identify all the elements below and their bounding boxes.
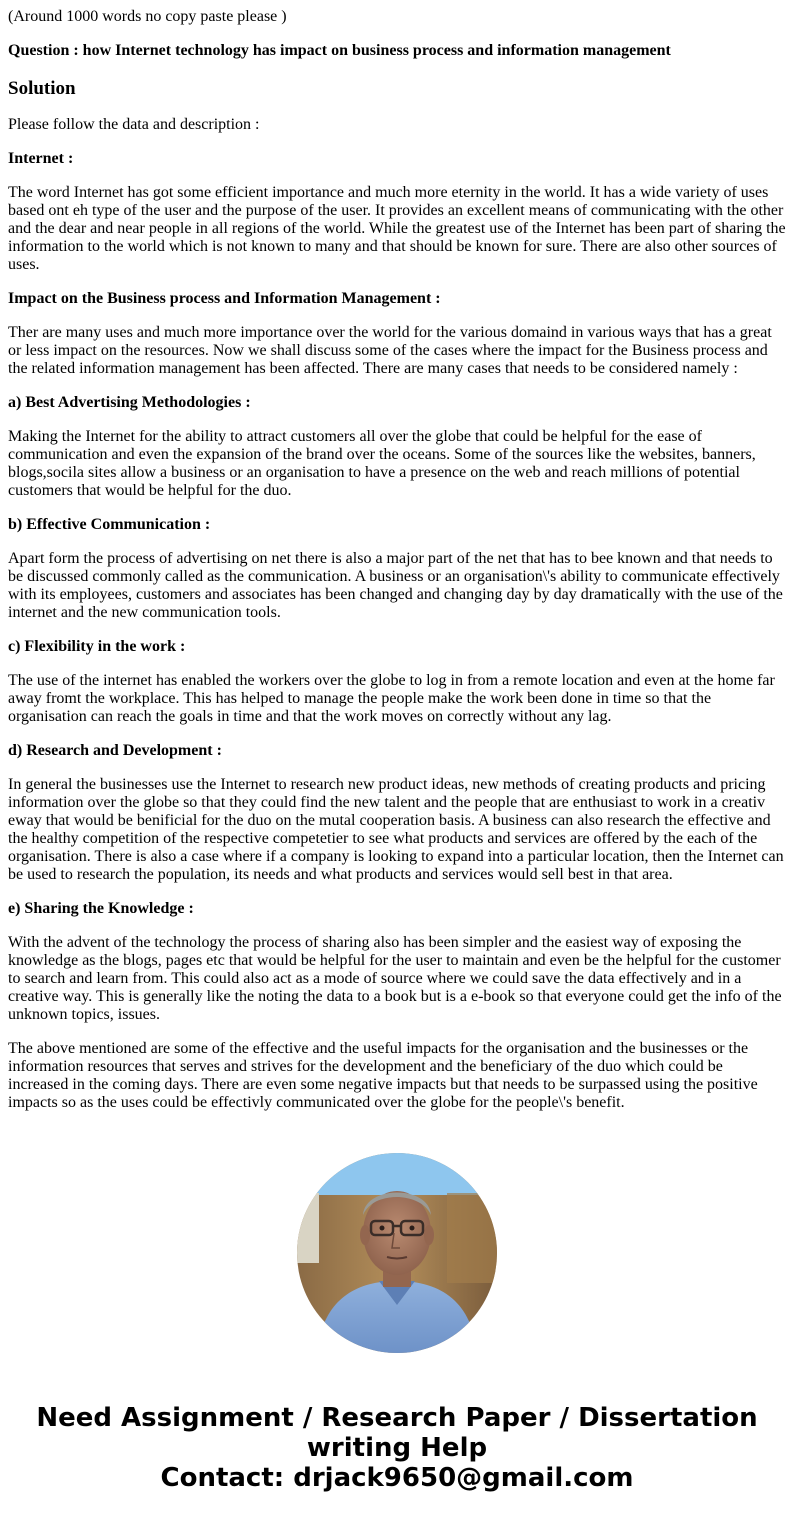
paragraph: The above mentioned are some of the effective and the useful impacts for the organisation and the businesses or the information resources that serves and strives for the development and the beneficiary of the duo which could be increased in the coming days. There are even some negative impacts but that needs to be surpassed using the positive impacts so as the uses could be effectivly communicated over the globe for the people\'s benefit. [8, 1040, 758, 1111]
paragraph: The use of the internet has enabled the workers over the globe to log in from a remote location and even at the home far away fromt the workplace. This has helped to manage the people make the work been done in time so that the organisation can reach the goals in time and that the work moves on correctly without any lag. [8, 672, 775, 725]
section-heading: Internet : [8, 150, 74, 167]
portrait-illustration [297, 1153, 497, 1353]
document-body [8, 8, 786, 1112]
section-heading: e) Sharing the Knowledge : [8, 900, 194, 917]
promo-line: writing Help [306, 1433, 488, 1463]
paragraph: With the advent of the technology the process of sharing also has been simpler and the easiest way of exposing the knowledge as the blogs, pages etc that would be helpful for the user to maintain and even be the helpful for the customer to search and learn from. This could also act as a mode of source where we could save the data effectively and in a creative way. This is generally like the noting the data to a book but is a e-book so that everyone could get the info of the unknown topics, issues. [8, 934, 782, 1023]
section-heading: d) Research and Development : [8, 742, 222, 759]
author-portrait [297, 1153, 497, 1353]
paragraph: The word Internet has got some efficient importance and much more eternity in the world. It has a wide variety of uses based ont eh type of the user and the purpose of the user. It provides an excellent means of communicating with the other and the dear and near people in all regions of the world. While the greatest use of the Internet has been part of sharing the information to the world which is not known to many and that should be known for sure. There are also other sources of uses. [8, 184, 786, 273]
promo-contact: Contact: drjack9650@gmail.com [160, 1463, 634, 1493]
paragraph: Please follow the data and description : [8, 116, 260, 133]
paragraph: Making the Internet for the ability to attract customers all over the globe that could be helpful for the ease of communication and even the expansion of the brand over the oceans. Some of the sources like the websites, banners, blogs,socila sites allow a business or an organisation to have a presence on the web and reach millions of potential customers that would be helpful for the duo. [8, 428, 756, 499]
promo-banner [0, 1403, 794, 1493]
section-heading: c) Flexibility in the work : [8, 638, 186, 655]
promo-line: Need Assignment / Research Paper / Dissertation [36, 1403, 758, 1433]
solution-heading: Solution [8, 78, 76, 99]
paragraph: In general the businesses use the Internet to research new product ideas, new methods of creating products and pricing information over the globe so that they could find the new talent and the people that are enthusiast to work in a creativ eway that would be benificial for the duo on the mutal cooperation basis. A business can also research the effective and the healthy competition of the respective competetier to see what products and services are offered by the each of the organisation. There is also a case where if a company is looking to expand into a particular location, then the Internet can be used to research the population, its needs and what products and services would sell best in that area. [8, 776, 784, 883]
section-heading: a) Best Advertising Methodologies : [8, 394, 251, 411]
intro-note: (Around 1000 words no copy paste please ) [8, 8, 287, 25]
section-heading: Impact on the Business process and Information Management : [8, 290, 441, 307]
section-heading: b) Effective Communication : [8, 516, 211, 533]
question-text: Question : how Internet technology has impact on business process and information management [8, 42, 671, 59]
paragraph: Ther are many uses and much more importance over the world for the various domaind in various ways that has a great or less impact on the resources. Now we shall discuss some of the cases where the impact for the Business process and the related information management has been affected. There are many cases that needs to be considered namely : [8, 324, 772, 377]
paragraph: Apart form the process of advertising on net there is also a major part of the net that has to bee known and that needs to be discussed commonly called as the communication. A business or an organisation\'s ability to communicate effectively with its employees, customers and associates has been changed and changing day by day dramatically with the use of the internet and the new communication tools. [8, 550, 783, 621]
